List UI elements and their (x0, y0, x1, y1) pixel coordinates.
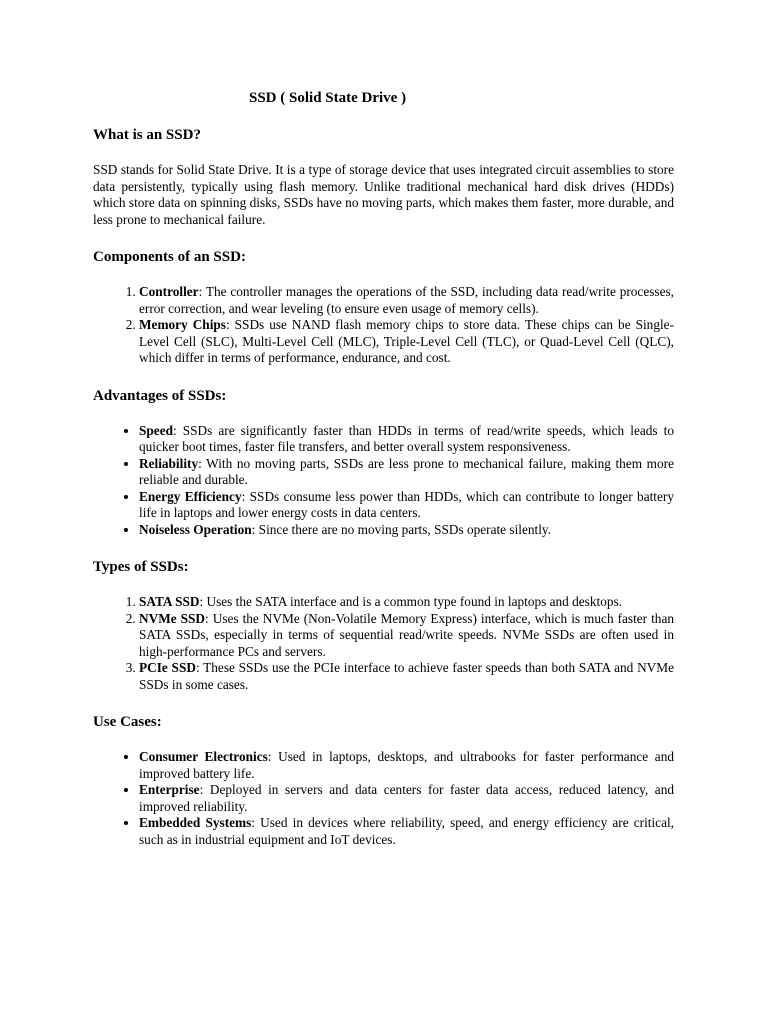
list-item (139, 594, 674, 611)
list-item (139, 782, 674, 815)
list-item (139, 317, 674, 367)
item-text: : Used in devices where reliability, speed, and energy efficiency are critical, such as in industrial equipment and IoT devices. (139, 815, 674, 847)
item-text: : The controller manages the operations of the SSD, including data read/write processes, error correction, and wear leveling (to ensure even usage of memory cells). (139, 284, 674, 316)
item-term: Consumer Electronics (139, 749, 268, 764)
document-title: SSD ( Solid State Drive ) (249, 90, 407, 106)
item-text: : SSDs are significantly faster than HDDs in terms of read/write speeds, which leads to quicker boot times, faster file transfers, and better overall system responsiveness. (139, 422, 674, 454)
item-text: : Uses the NVMe (Non-Volatile Memory Express) interface, which is much faster than SATA SSDs, especially in terms of sequential read/write speeds. NVMe SSDs are often used in high-performance PCs and servers. (139, 610, 674, 659)
item-text: : These SSDs use the PCIe interface to achieve faster speeds than both SATA and NVMe SSDs in some cases. (139, 660, 674, 692)
item-text: : Since there are no moving parts, SSDs operate silently. (251, 521, 552, 537)
section-heading: Advantages of SSDs: (93, 387, 227, 404)
item-term: SATA SSD (139, 594, 200, 609)
item-term: Speed (139, 422, 173, 438)
item-text: : SSDs use NAND flash memory chips to store data. These chips can be Single-Level Cell (SLC), Multi-Level Cell (MLC), Triple-Level Cell (TLC), or Quad-Level Cell (QLC), which differ in terms of performance, endurance, and cost. (139, 317, 674, 365)
section-types (93, 557, 674, 693)
item-text: : Used in laptops, desktops, and ultrabooks for faster performance and improved battery life. (139, 749, 674, 781)
item-term: Enterprise (139, 782, 200, 797)
item-term: NVMe SSD (139, 610, 206, 626)
list-item (139, 522, 674, 539)
components-list (93, 284, 674, 367)
section-components (93, 247, 674, 367)
advantages-list (93, 423, 674, 539)
list-item (139, 815, 674, 848)
item-text: : Uses the SATA interface and is a common type found in laptops and desktops. (199, 594, 622, 609)
use-cases-list (93, 749, 674, 848)
list-item (139, 660, 674, 693)
item-term: Reliability (139, 455, 199, 471)
list-item (139, 611, 674, 661)
item-text: : Deployed in servers and data centers for faster data access, reduced latency, and improved reliability. (139, 782, 674, 814)
section-heading: Use Cases: (93, 714, 162, 730)
section-paragraph: SSD stands for Solid State Drive. It is a type of storage device that uses integrated circuit assemblies to store data persistently, typically using flash memory. Unlike traditional mechanical hard disk drives (HDDs) which store data on spinning disks, SSDs have no moving parts, which makes them faster, more durable, and less prone to mechanical failure. (93, 162, 674, 227)
item-text: : With no moving parts, SSDs are less prone to mechanical failure, making them more reliable and durable. (139, 455, 674, 487)
section-heading: What is an SSD? (93, 127, 201, 143)
item-term: Memory Chips (139, 317, 226, 332)
section-heading: Types of SSDs: (93, 559, 189, 575)
item-term: Controller (139, 284, 199, 299)
list-item (139, 423, 674, 456)
list-item (139, 284, 674, 317)
list-item (139, 456, 674, 489)
section-use-cases (93, 712, 674, 848)
item-text: : SSDs consume less power than HDDs, which can contribute to longer battery life in laptops and lower energy costs in data centers. (139, 488, 674, 520)
item-term: Embedded Systems (139, 815, 252, 830)
types-list (93, 594, 674, 693)
list-item (139, 749, 674, 782)
item-term: PCIe SSD (139, 660, 196, 675)
item-term: Energy Efficiency (139, 488, 242, 504)
item-term: Noiseless Operation (139, 521, 252, 537)
section-advantages (93, 386, 674, 539)
section-heading: Components of an SSD: (93, 249, 246, 265)
section-what-is-ssd (93, 125, 674, 228)
list-item (139, 489, 674, 522)
